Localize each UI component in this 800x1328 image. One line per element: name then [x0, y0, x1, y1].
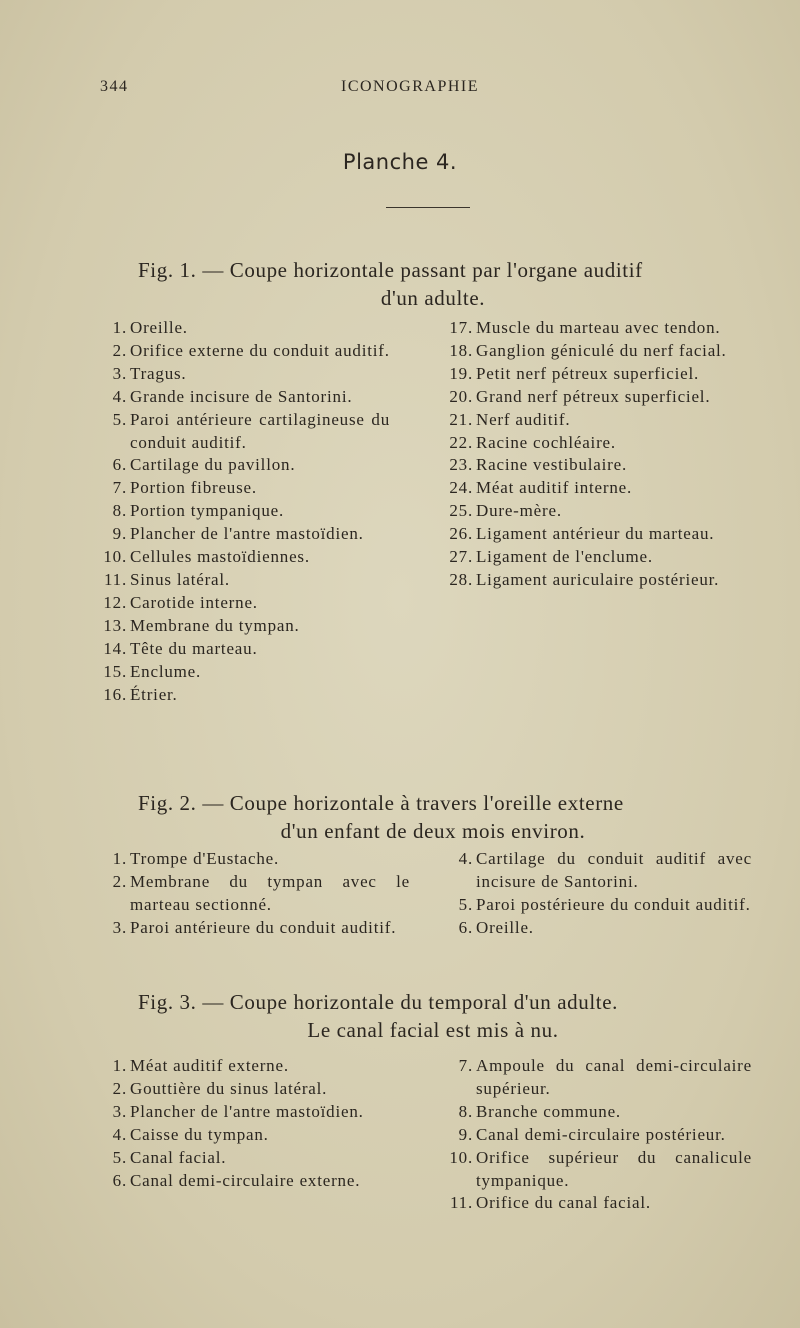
- divider-rule: [386, 207, 470, 208]
- legend-item: [100, 1055, 394, 1078]
- fig2-right-legend: [446, 848, 752, 940]
- legend-item-number: 18.: [449, 340, 473, 360]
- fig3-caption: [138, 988, 728, 1044]
- legend-item-text: Cartilage du pavillon.: [130, 455, 296, 475]
- legend-item-number: 6.: [112, 1170, 127, 1190]
- fig1-caption: [138, 256, 728, 312]
- legend-item-number: 20.: [449, 386, 473, 406]
- legend-item: [446, 1124, 752, 1147]
- legend-item: [100, 500, 390, 523]
- legend-item-number: 1.: [112, 849, 127, 868]
- fig3-left-legend: [100, 1055, 394, 1192]
- legend-item: [100, 661, 390, 684]
- legend-item-text: Orifice du canal facial.: [476, 1193, 651, 1213]
- legend-item-text: Membrane du tympan avec le marteau sectionné.: [130, 871, 410, 914]
- legend-item: [446, 340, 754, 363]
- legend-item-text: Caisse du tympan.: [130, 1124, 269, 1144]
- legend-item: [100, 477, 390, 500]
- legend-item-number: 19.: [449, 363, 473, 383]
- legend-item: [446, 477, 754, 500]
- legend-item-number: 3.: [112, 363, 127, 383]
- legend-item: [100, 684, 390, 707]
- legend-item-number: 3.: [112, 1101, 127, 1121]
- fig3-right-legend: [446, 1055, 752, 1215]
- legend-item: [446, 432, 754, 455]
- legend-item: [100, 1170, 394, 1193]
- legend-item-number: 8.: [112, 501, 127, 521]
- legend-item-text: Cartilage du conduit auditif avec incisure de Santorini.: [476, 849, 752, 891]
- legend-item-text: Grande incisure de Santorini.: [130, 386, 353, 406]
- legend-item: [100, 569, 390, 592]
- fig1-right-legend: [446, 317, 754, 592]
- legend-item-number: 23.: [449, 455, 473, 475]
- legend-item-text: Méat auditif interne.: [476, 478, 633, 498]
- legend-item-text: Dure-mère.: [476, 501, 562, 521]
- legend-item-number: 28.: [449, 569, 473, 589]
- legend-item: [446, 386, 754, 409]
- fig1-caption-line2: d'un adulte.: [380, 286, 486, 310]
- legend-item-text: Ganglion géniculé du nerf facial.: [476, 340, 727, 360]
- legend-item-text: Tête du marteau.: [130, 638, 258, 658]
- legend-item-number: 9.: [112, 524, 127, 544]
- legend-item-number: 11.: [103, 569, 127, 589]
- legend-item-number: 24.: [449, 478, 473, 498]
- legend-item: [446, 454, 754, 477]
- legend-item-text: Trompe d'Eustache.: [130, 849, 280, 868]
- legend-item-number: 12.: [103, 592, 127, 612]
- legend-item-text: Portion fibreuse.: [130, 478, 257, 498]
- legend-item-number: 4.: [458, 849, 473, 868]
- legend-item: [100, 1078, 394, 1101]
- legend-item-number: 10.: [449, 1147, 473, 1167]
- legend-item-number: 15.: [103, 661, 127, 681]
- legend-item-number: 4.: [112, 386, 127, 406]
- legend-item-text: Muscle du marteau avec tendon.: [476, 318, 721, 337]
- legend-item-text: Cellules mastoïdiennes.: [130, 547, 310, 567]
- legend-item: [446, 1101, 752, 1124]
- legend-item-text: Carotide interne.: [130, 592, 258, 612]
- legend-item-text: Enclume.: [130, 661, 202, 681]
- legend-item-number: 21.: [449, 409, 473, 429]
- legend-item-number: 7.: [458, 1056, 473, 1075]
- fig2-left-legend: [100, 848, 410, 940]
- legend-item-text: Petit nerf pétreux superficiel.: [476, 363, 700, 383]
- legend-item: [446, 1147, 752, 1193]
- legend-item: [100, 1147, 394, 1170]
- legend-item-text: Ampoule du canal demi-circulaire supérieur.: [476, 1056, 752, 1098]
- legend-item-text: Ligament de l'enclume.: [476, 547, 653, 567]
- legend-item-number: 22.: [449, 432, 473, 452]
- legend-item-number: 4.: [112, 1124, 127, 1144]
- legend-item: [446, 523, 754, 546]
- legend-item: [100, 1101, 394, 1124]
- legend-item-text: Étrier.: [130, 684, 178, 704]
- legend-item-number: 2.: [112, 340, 127, 360]
- legend-item-text: Paroi antérieure cartilagineuse du conduit auditif.: [130, 409, 390, 452]
- legend-item-text: Gouttière du sinus latéral.: [130, 1078, 328, 1098]
- legend-item: [100, 523, 390, 546]
- legend-item-text: Paroi antérieure du conduit auditif.: [130, 917, 397, 937]
- legend-item-number: 8.: [458, 1101, 473, 1121]
- legend-item: [100, 615, 390, 638]
- legend-item-number: 27.: [449, 547, 473, 567]
- legend-item: [100, 917, 410, 940]
- legend-item-number: 7.: [112, 478, 127, 498]
- legend-item-text: Tragus.: [130, 363, 187, 383]
- legend-item: [446, 363, 754, 386]
- legend-item-number: 2.: [112, 871, 127, 891]
- legend-item-number: 5.: [112, 1147, 127, 1167]
- legend-item-text: Méat auditif externe.: [130, 1056, 289, 1075]
- legend-item-text: Orifice externe du conduit auditif.: [130, 340, 390, 360]
- legend-item-number: 17.: [449, 318, 473, 337]
- legend-item: [446, 848, 752, 894]
- legend-item-number: 13.: [103, 615, 127, 635]
- legend-item-text: Orifice supérieur du canalicule tympanique.: [476, 1147, 752, 1190]
- running-head: ICONOGRAPHIE: [341, 78, 479, 95]
- legend-item: [100, 848, 410, 871]
- legend-item-text: Canal facial.: [130, 1147, 227, 1167]
- legend-item: [100, 317, 390, 340]
- fig3-caption-line2: Le canal facial est mis à nu.: [307, 1018, 559, 1042]
- legend-item-text: Racine vestibulaire.: [476, 455, 628, 475]
- legend-item: [100, 1124, 394, 1147]
- fig1-left-legend: [100, 317, 390, 706]
- legend-item-number: 11.: [449, 1193, 473, 1213]
- legend-item: [446, 500, 754, 523]
- legend-item: [446, 1055, 752, 1101]
- legend-item-number: 1.: [112, 318, 127, 337]
- legend-item-text: Sinus latéral.: [130, 569, 230, 589]
- legend-item: [100, 592, 390, 615]
- legend-item-text: Plancher de l'antre mastoïdien.: [130, 524, 364, 544]
- fig1-caption-line1: Fig. 1. — Coupe horizontale passant par l'organe auditif: [138, 258, 643, 282]
- legend-item: [100, 638, 390, 661]
- legend-item: [446, 894, 752, 917]
- legend-item-number: 1.: [112, 1056, 127, 1075]
- plate-title: Planche 4.: [342, 150, 458, 174]
- legend-item-number: 6.: [458, 917, 473, 937]
- legend-item-number: 26.: [449, 524, 473, 544]
- legend-item-number: 5.: [112, 409, 127, 429]
- legend-item: [100, 871, 410, 917]
- legend-item: [100, 546, 390, 569]
- legend-item: [100, 340, 390, 363]
- legend-item: [446, 317, 754, 340]
- legend-item: [100, 363, 390, 386]
- legend-item-number: 2.: [112, 1078, 127, 1098]
- legend-item-text: Grand nerf pétreux superficiel.: [476, 386, 711, 406]
- legend-item-number: 14.: [103, 638, 127, 658]
- legend-item-text: Oreille.: [130, 318, 188, 337]
- legend-item: [100, 454, 390, 477]
- legend-item-text: Paroi postérieure du conduit auditif.: [476, 894, 751, 914]
- legend-item-text: Membrane du tympan.: [130, 615, 300, 635]
- legend-item-number: 10.: [103, 547, 127, 567]
- page-header: [100, 78, 720, 102]
- legend-item-number: 9.: [458, 1124, 473, 1144]
- legend-item-text: Racine cochléaire.: [476, 432, 616, 452]
- page-number: 344: [100, 78, 129, 95]
- legend-item-text: Portion tympanique.: [130, 501, 285, 521]
- legend-item-text: Canal demi-circulaire externe.: [130, 1170, 361, 1190]
- legend-item-text: Canal demi-circulaire postérieur.: [476, 1124, 726, 1144]
- legend-item: [446, 1192, 752, 1215]
- legend-item-number: 16.: [103, 684, 127, 704]
- legend-item-text: Oreille.: [476, 917, 534, 937]
- fig2-caption: [138, 789, 728, 845]
- legend-item: [446, 546, 754, 569]
- fig3-caption-line1: Fig. 3. — Coupe horizontale du temporal d'un adulte.: [138, 990, 618, 1014]
- legend-item-text: Ligament auriculaire postérieur.: [476, 569, 720, 589]
- legend-item: [446, 569, 754, 592]
- fig2-caption-line2: d'un enfant de deux mois environ.: [280, 819, 586, 843]
- legend-item-number: 6.: [112, 455, 127, 475]
- legend-item-text: Ligament antérieur du marteau.: [476, 524, 715, 544]
- legend-item: [100, 386, 390, 409]
- legend-item: [446, 409, 754, 432]
- legend-item-text: Nerf auditif.: [476, 409, 571, 429]
- legend-item: [446, 917, 752, 940]
- legend-item-number: 5.: [458, 894, 473, 914]
- legend-item-text: Plancher de l'antre mastoïdien.: [130, 1101, 364, 1121]
- legend-item: [100, 409, 390, 455]
- fig2-caption-line1: Fig. 2. — Coupe horizontale à travers l'oreille externe: [138, 791, 624, 815]
- legend-item-number: 25.: [449, 501, 473, 521]
- legend-item-number: 3.: [112, 917, 127, 937]
- legend-item-text: Branche commune.: [476, 1101, 621, 1121]
